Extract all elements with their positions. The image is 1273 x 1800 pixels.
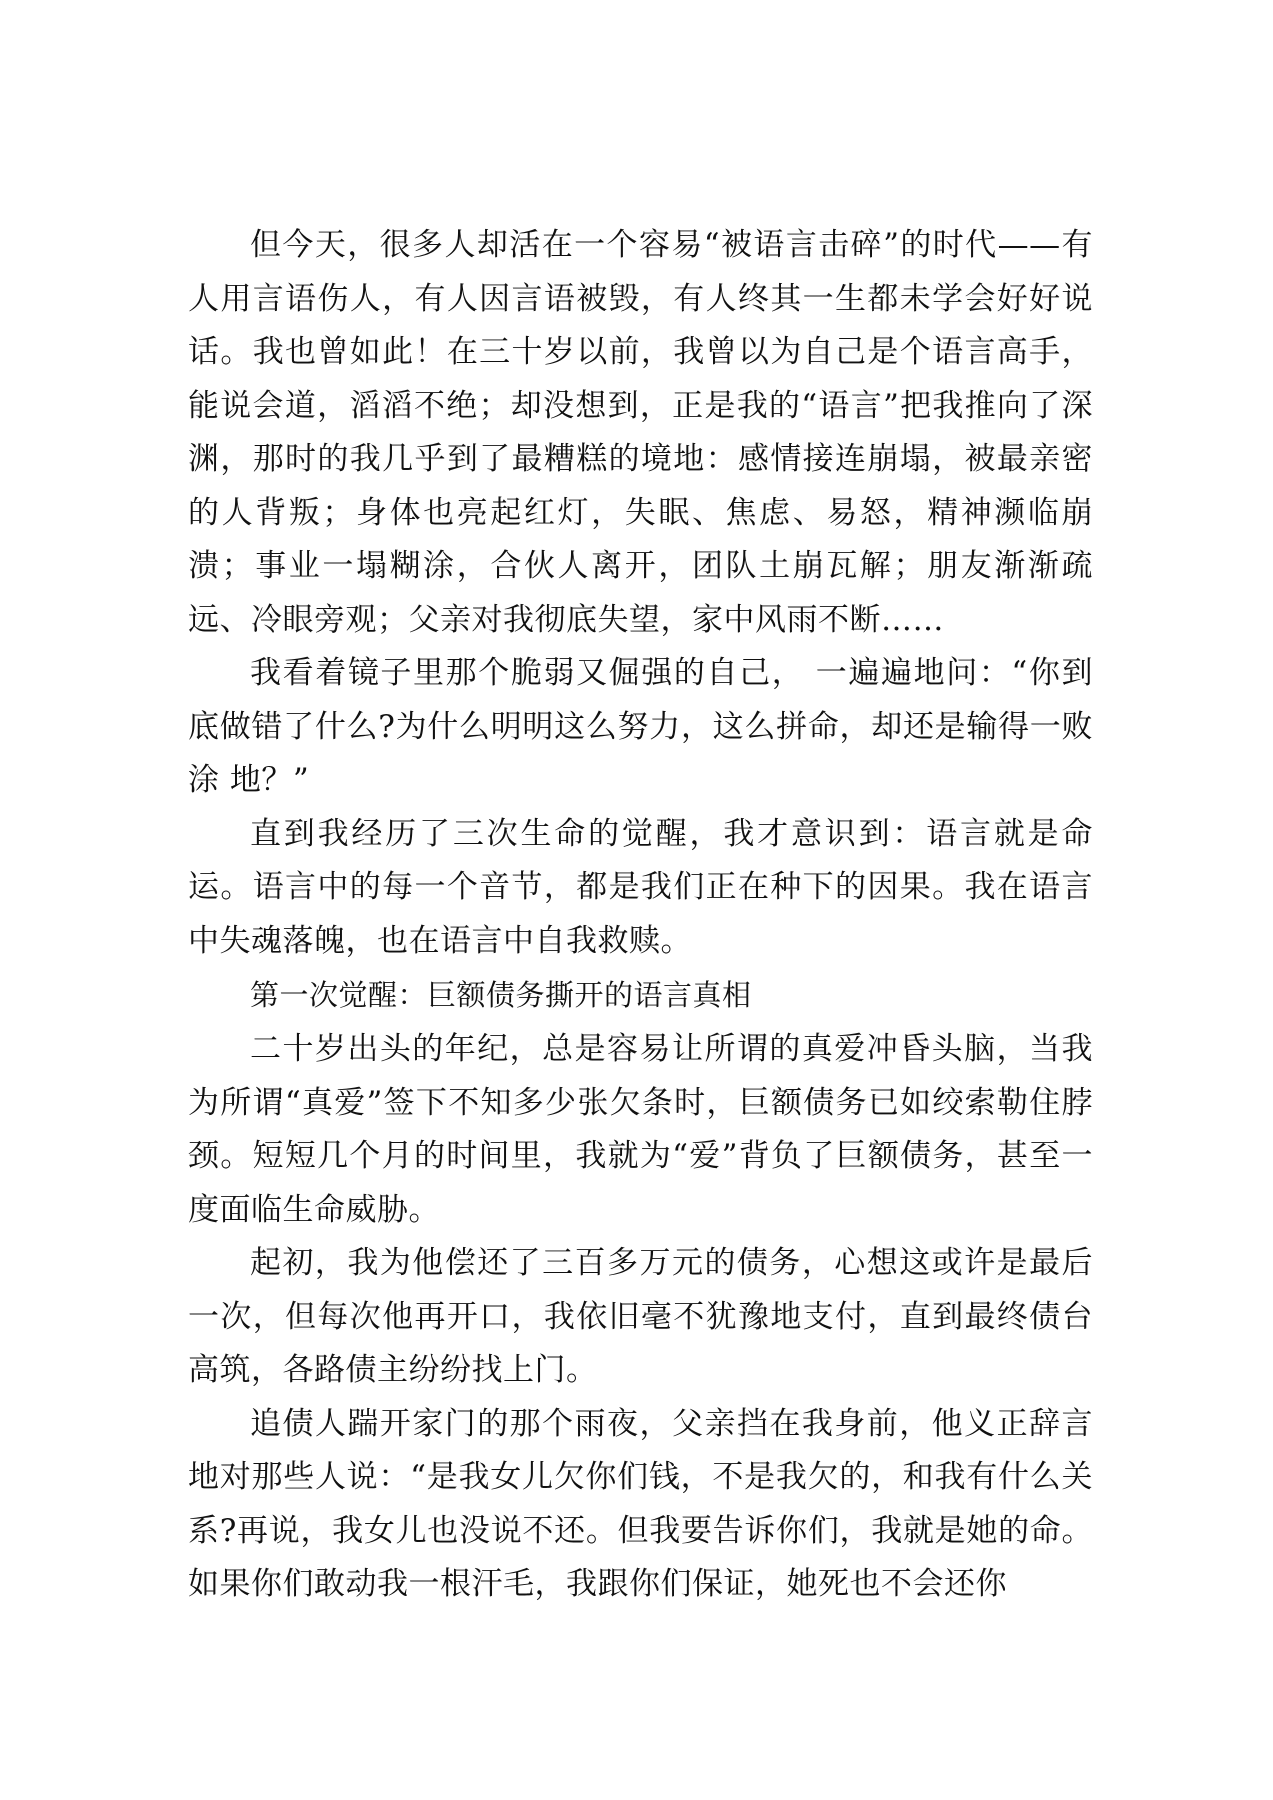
paragraph-debt: 二十岁出头的年纪，总是容易让所谓的真爱冲昏头脑，当我为所谓“真爱”签下不知多少张欠条时，巨额债务已如绞索勒住脖颈。短短几个月的时间里，我就为“爱”背负了巨额债务，甚至一度面临生命威胁。 — [188, 1031, 1093, 1228]
paragraph-mirror-question: 我看着镜子里那个脆弱又倔强的自己， 一遍遍地问：“你到底做错了什么?为什么明明这么努力，这么拼命，却还是输得一败 涂 地？” — [188, 655, 1093, 798]
document-body — [188, 219, 1093, 1612]
section-heading: 第一次觉醒：巨额债务撕开的语言真相 — [250, 978, 752, 1012]
paragraph-awakening: 直到我经历了三次生命的觉醒，我才意识到：语言就是命运。语言中的每一个音节，都是我们正在种下的因果。我在语言中失魂落魄，也在语言中自我救赎。 — [188, 815, 1093, 959]
paragraph-intro: 但今天，很多人却活在一个容易“被语言击碎”的时代——有人用言语伤人，有人因言语被毁，有人终其一生都未学会好好说话。我也曾如此！在三十岁以前，我曾以为自己是个语言高手，能说会道，滔滔不绝；却没想到，正是我的“语言”把我推向了深渊，那时的我几乎到了最糟糕的境地：感情接连崩塌，被最亲密的人背叛；身体也亮起红灯，失眠、焦虑、易怒，精神濒临崩溃；事业一塌糊涂，合伙人离开，团队土崩瓦解；朋友渐渐疏远、冷眼旁观；父亲对我彻底失望，家中风雨不断…… — [188, 227, 1093, 638]
paragraph-repayment: 起初，我为他偿还了三百多万元的债务，心想这或许是最后一次，但每次他再开口，我依旧毫不犹豫地支付，直到最终债台高筑，各路债主纷纷找上门。 — [188, 1245, 1093, 1388]
paragraph-rainy-night: 追债人踹开家门的那个雨夜，父亲挡在我身前，他义正辞言地对那些人说：“是我女儿欠你们钱，不是我欠的，和我有什么关系?再说，我女儿也没说不还。但我要告诉你们，我就是她的命。如果你们敢动我一根汗毛，我跟你们保证，她死也不会还你 — [188, 1405, 1093, 1602]
